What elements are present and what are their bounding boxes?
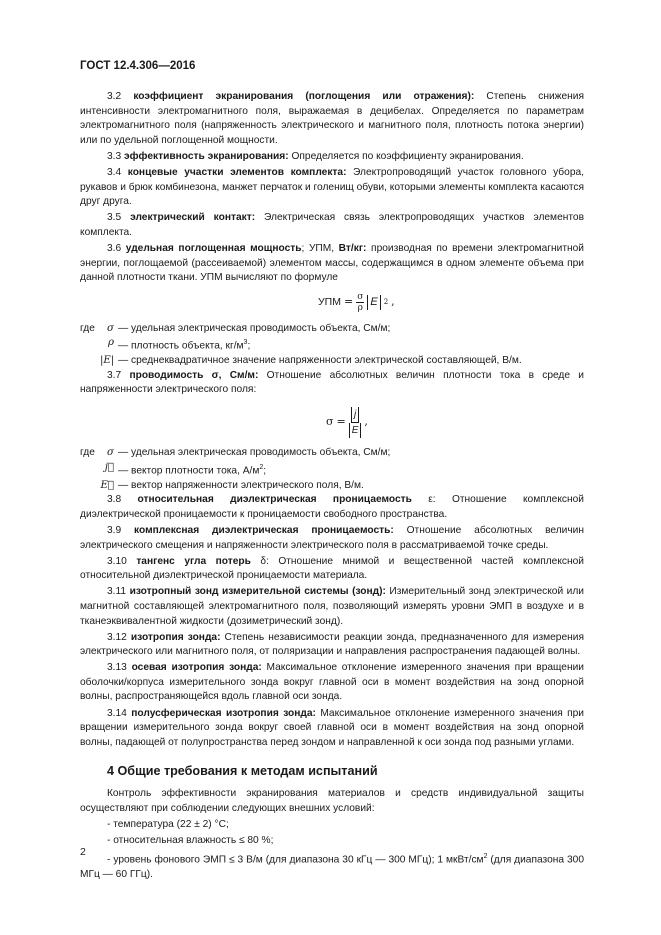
list-item: - уровень фонового ЭМП ≤ 3 В/м (для диапазона 30 кГц — 300 МГц); 1 мкВт/$см^2$ (для диапазона 300 МГц — 60 ГГц). [80,852,584,880]
section-4-intro: Контроль эффективности экранирования материалов и средств индивидуальной защиты осуществляют при соблюдении следующих внешних условий: [80,787,584,814]
where-item: ρ — плотность объекта, $кг/м^3$; [108,337,251,352]
formula-sigma: σ = $\frac{j}{E}$ , [326,408,368,436]
where-list-3-7 [80,446,584,493]
definition-3-3: 3.3 эффективность экранирования: Определяется по коэффициенту экранирования. [107,150,524,162]
document-header: ГОСТ 12.4.306—2016 [80,60,196,72]
definition-3-8: 3.8 относительная диэлектрическая проницаемость ε: Отношение комплексной диэлектрической проницаемости к проницаемости свободного пространства. [80,494,584,520]
definition-3-11: 3.11 изотропный зонд измерительной системы (зонд): Измерительный зонд электрической или магнитной составляющей электромагнитного поля, позволяющий измерять уровни ЭМП в воздухе и в тканеэквивалентной жидкости (дозиметрический зонд). [80,586,584,627]
term: комплексная диэлектрическая проницаемость: [134,524,394,536]
term: электрический контакт: [130,212,256,224]
where-item: |E| — среднеквадратичное значение напряженности электрической составляющей, В/м. [100,355,522,367]
term: проводимость σ, См/м: [129,369,259,381]
section-4-heading: 4 Общие требования к методам испытаний [107,764,378,779]
definition-3-14: 3.14 полусферическая изотропия зонда: Максимальное отклонение измеренного значения при вращении измерительного зонда вокруг своей главной оси в момент воздействия на зонд опорной волны, падающей от полупространства перед зондом и направленной к оси зонда под разными углами. [80,707,584,748]
where-list-3-6 [80,322,584,369]
definition-3-4: 3.4 концевые участки элементов комплекта: Электропроводящий участок головного убора, рукавов и брюк комбинезона, манжет перчаток и голенищ обуви, которыми элементы комплекта касаются друг друга. [80,166,584,208]
where-item: E⃗ — вектор напряженности электрического поля, В/м. [100,479,364,491]
term: осевая изотропия зонда: [131,662,262,674]
where-item: где σ — удельная электрическая проводимость объекта, См/м; [80,322,391,334]
conditions-list [80,818,584,883]
definition-3-12: 3.12 изотропия зонда: Степень независимости реакции зонда, предназначенного для измерения электрического или магнитного поля, от поляризации и направления распространения падающей волны. [80,631,584,658]
definition-3-5: 3.5 электрический контакт: Электрическая связь электропроводящих участков элементов комплекта. [80,212,584,238]
term: изотропный зонд измерительной системы (зонд): [129,586,386,598]
term: тангенс угла потерь [136,555,251,567]
where-item: где σ — удельная электрическая проводимость объекта, См/м; [80,447,391,459]
definition-3-9: 3.9 комплексная диэлектрическая проницаемость: Отношение абсолютных величин электрического смещения и напряженности электрического поля в рассматриваемой точке среды. [80,524,584,551]
term: удельная поглощенная мощность [125,242,302,254]
list-item: - относительная влажность ≤ 80 %; [107,834,274,846]
definition-3-7: 3.7 проводимость σ, См/м: Отношение абсолютных величин плотности тока в среде и напряженности электрического поля: [80,369,584,396]
term: изотропия зонда: [130,631,221,643]
definition-3-10: 3.10 тангенс угла потерь δ: Отношение мнимой и вещественной частей комплексной относительной диэлектрической проницаемости материала. [80,555,584,582]
list-item: - температура (22 ± 2) °С; [107,818,229,830]
term: относительная диэлектрическая проницаемость [137,494,412,506]
where-item: j⃗ — вектор плотности тока, $А/м^2$; [104,461,267,477]
definition-3-13: 3.13 осевая изотропия зонда: Максимальное отклонение измеренного значения при вращении оболочки/корпуса измерительного зонда вокруг главной оси в момент воздействия на зонд опорной волны, распространяющейся вдоль главной оси зонда. [80,662,584,703]
term: полусферическая изотропия зонда: [131,707,316,719]
formula-upm: УПМ = $\frac{\sigma}{\rho}$ E 2 , [318,291,395,313]
term: коэффициент экранирования (поглощения или отражения): [133,91,475,102]
document-body [80,90,584,884]
definition-3-2: 3.2 коэффициент экранирования (поглощения или отражения): Степень снижения интенсивности электромагнитного поля, выражаемая в децибелах. Определяется по параметрам электромагнитного поля (напряженность электрического и магнитного поля, плотность потока энергии) или по удельной поглощенной мощности. [80,91,584,146]
term: эффективность экранирования: [124,150,289,162]
definition-3-6: 3.6 удельная поглощенная мощность; УПМ, Вт/кг: производная по времени электромагнитной энергии, поглощаемой (рассеиваемой) элементом массы, содержащимся в одном элементе объема при данной плотности ткани. УПМ вычисляют по формуле [80,242,584,284]
page-number: 2 [80,846,86,858]
term: концевые участки элементов комплекта: [127,166,347,178]
